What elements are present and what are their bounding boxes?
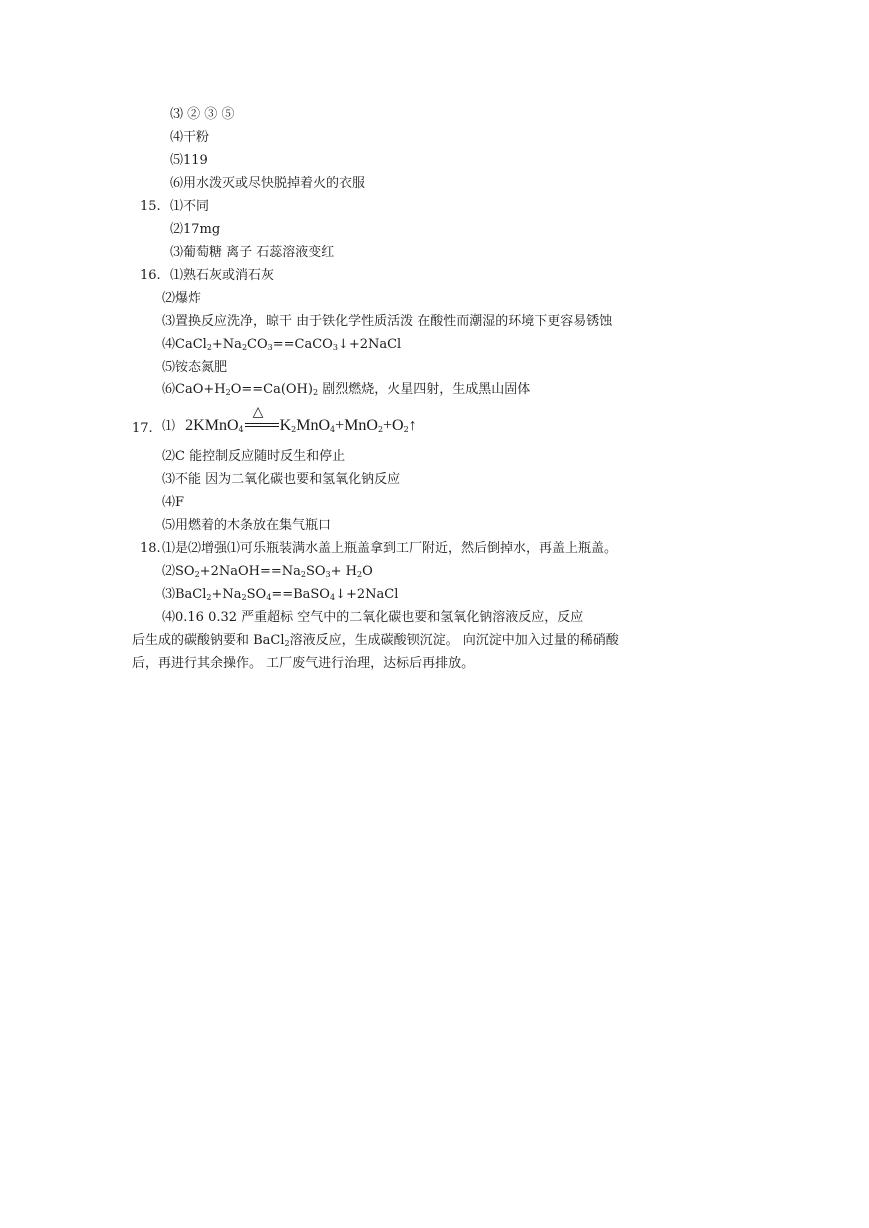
- answer-text: ⑶不能 因为二氧化碳也要和氢氧化钠反应: [162, 472, 401, 487]
- formula-part: + H: [330, 564, 358, 579]
- formula-part: +Na: [211, 587, 242, 602]
- formula-part: O: [362, 564, 373, 579]
- answer-16-1: [170, 267, 274, 285]
- subscript: 4: [329, 593, 336, 602]
- formula-part: ==BaSO: [271, 587, 330, 602]
- subscript: 2: [300, 570, 306, 579]
- answer-16-4: [162, 336, 401, 357]
- answer-18-4-final: [132, 655, 474, 673]
- subscript: 4: [238, 425, 244, 434]
- formula-part: MnO: [296, 417, 331, 434]
- answer-text: ⑸119: [170, 153, 208, 168]
- answer-18-3: [162, 586, 398, 607]
- formula-part: SO: [305, 564, 326, 579]
- answer-text: ⑹用水泼灭或尽快脱掉着火的衣服: [170, 176, 366, 191]
- formula-part: 2KMnO: [185, 417, 239, 434]
- formula-part: 后生成的碳酸钠要和 BaCl: [132, 633, 285, 648]
- subscript: 2: [312, 388, 319, 397]
- answer-17-1-equation: [162, 404, 417, 441]
- heat-triangle-icon: △: [252, 404, 264, 420]
- answer-text: ⑸铵态氮肥: [162, 360, 228, 375]
- answer-17-5: [162, 517, 331, 535]
- answer-18-4-continued: [132, 632, 619, 653]
- formula-part: ↓+2NaCl: [337, 337, 402, 352]
- question-number: 17.: [132, 421, 153, 436]
- answer-18-4: [162, 609, 583, 627]
- answer-text: ⑷F: [162, 495, 185, 510]
- answer-14-4: [170, 129, 209, 147]
- formula-part: ↓+2NaCl: [335, 587, 399, 602]
- formula-part: +MnO: [335, 417, 378, 434]
- formula-part: +Na: [211, 337, 242, 352]
- formula-part: O==Ca(OH): [230, 382, 313, 397]
- answer-14-6: [170, 175, 365, 193]
- answer-text: 后，再进行其余操作。 工厂废气进行治理，达标后再排放。: [132, 656, 475, 671]
- formula-part: +O: [383, 417, 404, 434]
- answer-text: ⑷0.16 0.32 严重超标 空气中的二氧化碳也要和氢氧化钠溶液反应，反应: [162, 610, 584, 625]
- answer-15-1: [170, 198, 209, 216]
- question-17-number: [132, 420, 153, 438]
- formula-part: ⑷CaCl: [162, 337, 207, 352]
- subscript: 4: [330, 425, 336, 434]
- formula-part: 溶液反应，生成碳酸钡沉淀。 向沉淀中加入过量的稀硝酸: [289, 633, 619, 648]
- answer-text: ⑴熟石灰或消石灰: [170, 268, 275, 283]
- answer-16-2: [162, 290, 201, 308]
- subscript: 2: [357, 570, 363, 579]
- subscript: 2: [291, 425, 297, 434]
- subscript: 2: [194, 570, 200, 579]
- answer-15-2: [170, 221, 220, 239]
- heating-condition-sign: [245, 404, 279, 431]
- answer-17-2: [162, 448, 345, 466]
- question-number: 15.: [140, 199, 161, 214]
- question-16-number: [140, 267, 161, 285]
- answer-16-3: [162, 313, 612, 331]
- answer-text: ⑷干粉: [170, 130, 210, 145]
- question-18-number: [140, 540, 161, 558]
- answer-text: ⑵17mg: [170, 222, 221, 237]
- answer-text: ⑴是⑵增强⑴可乐瓶装满水盖上瓶盖拿到工厂附近，然后倒掉水，再盖上瓶盖。: [162, 541, 618, 556]
- question-15-number: [140, 198, 161, 216]
- answer-text: ⑵爆炸: [162, 291, 202, 306]
- subscript: 3: [325, 570, 331, 579]
- subscript: 2: [241, 593, 247, 602]
- answer-15-3: [170, 244, 334, 262]
- answer-text: ⑶置换反应洗净，晾干 由于铁化学性质活泼 在酸性而潮湿的环境下更容易锈蚀: [162, 314, 613, 329]
- answer-14-5: [170, 152, 208, 170]
- formula-part: +2NaOH==Na: [199, 564, 301, 579]
- subscript: 2: [225, 388, 231, 397]
- formula-part: K: [279, 417, 292, 434]
- answer-text: ⑸用燃着的木条放在集气瓶口: [162, 518, 332, 533]
- answer-17-3: [162, 471, 400, 489]
- subscript: 3: [267, 343, 273, 352]
- subscript: 3: [332, 343, 338, 352]
- formula-part: ⑴: [162, 419, 176, 434]
- subscript: 2: [241, 343, 248, 352]
- answer-18-1: [162, 540, 617, 558]
- answer-17-4: [162, 494, 184, 512]
- answer-16-5: [162, 359, 227, 377]
- formula-part: ⑶BaCl: [162, 587, 207, 602]
- formula-part: SO: [246, 587, 267, 602]
- answer-text: ⑶葡萄糖 离子 石蕊溶液变红: [170, 245, 335, 260]
- question-number: 16.: [140, 268, 161, 283]
- answer-text: ⑵C 能控制反应随时反生和停止: [162, 449, 346, 464]
- subscript: 2: [206, 343, 212, 352]
- subscript: 2: [403, 425, 409, 434]
- formula-part: ⑹CaO+H: [162, 382, 226, 397]
- formula-part: ==CaCO: [272, 337, 333, 352]
- answer-14-3: [170, 106, 234, 124]
- question-number: 18.: [140, 541, 161, 556]
- answer-16-6: [162, 381, 530, 402]
- subscript: 2: [377, 425, 384, 434]
- formula-part: CO: [247, 337, 268, 352]
- formula-part: ⑵SO: [162, 564, 195, 579]
- answer-text: ⑶ ② ③ ⑤: [170, 107, 235, 122]
- answer-18-2: [162, 563, 373, 584]
- subscript: 2: [284, 639, 290, 648]
- subscript: 2: [206, 593, 212, 602]
- subscript: 4: [266, 593, 272, 602]
- answer-text: ⑴不同: [170, 199, 210, 214]
- up-arrow-icon: ↑: [408, 417, 417, 434]
- formula-part: 剧烈燃烧，火星四射，生成黑山固体: [318, 382, 531, 397]
